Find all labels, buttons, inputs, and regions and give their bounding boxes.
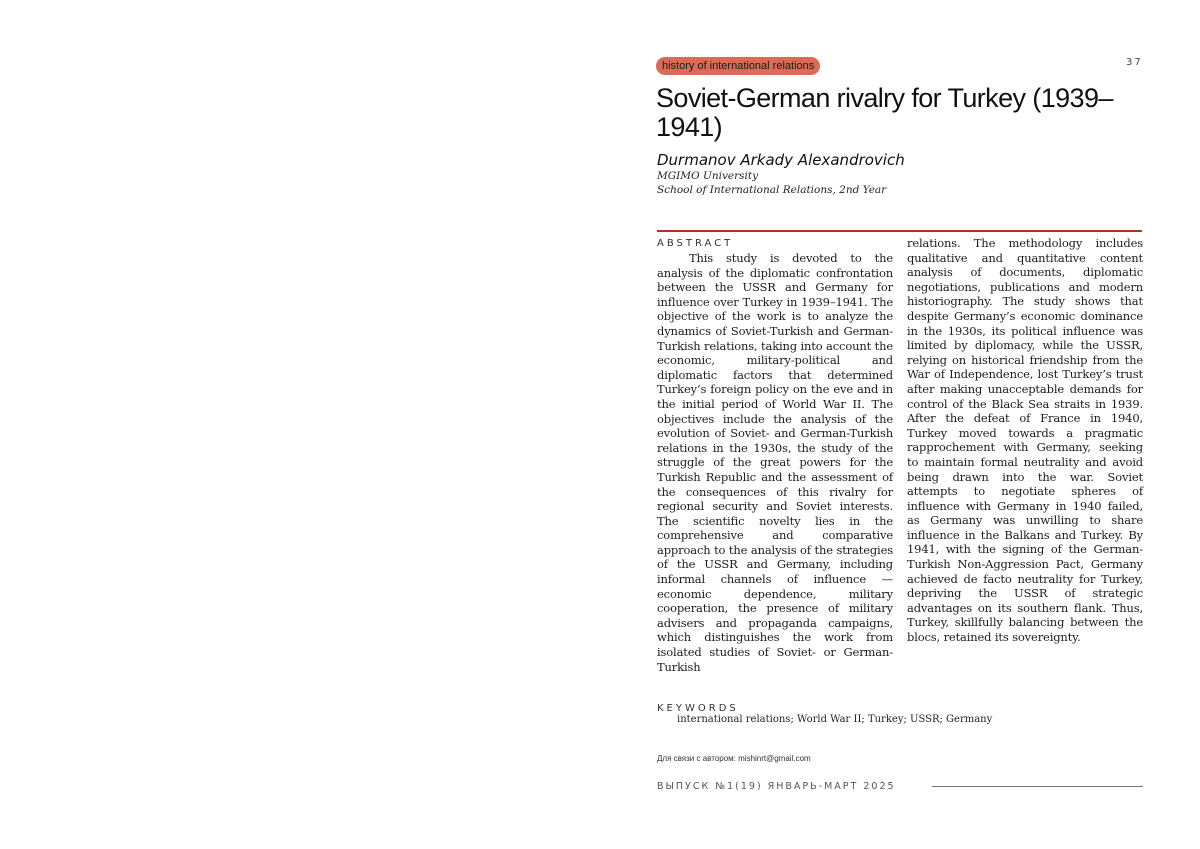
keywords-heading: KEYWORDS (657, 703, 739, 714)
keywords-text: international relations; World War II; Turkey; USSR; Germany (677, 714, 993, 725)
section-divider (657, 230, 1142, 232)
article-title: Soviet-German rivalry for Turkey (1939–1941) (656, 83, 1113, 142)
rubric-badge: history of international relations (656, 57, 820, 75)
abstract-column-right: relations. The methodology includes qualitative and quantitative content analysis of documents, diplomatic negotiations, publications and modern historiography. The study shows that despite Germany’s economic dominance in the 1930s, its political influence was limited by diplomacy, while the USSR, relying on historical friendship from the War of Independence, lost Turkey’s trust after making unacceptable demands for control of the Black Sea straits in 1939. After the defeat of France in 1940, Turkey moved towards a pragmatic rapprochement with Germany, seeking to maintain formal neutrality and avoid being drawn into the war. Soviet attempts to negotiate spheres of influence with Germany in 1940 failed, as Germany was unwilling to share influence in the Balkans and Turkey. By 1941, with the signing of the German-Turkish Non-Aggression Pact, Germany achieved de facto neutrality for Turkey, depriving the USSR of strategic advantages on its southern flank. Thus, Turkey, skillfully balancing between the blocs, retained its sovereignty. (907, 236, 1143, 645)
author-name: Durmanov Arkady Alexandrovich (657, 151, 905, 169)
issue-label: ВЫПУСК №1(19) ЯНВАРЬ-МАРТ 2025 (657, 781, 896, 792)
abstract-column-left: This study is devoted to the analysis of the diplomatic confrontation between the USSR and Germany for influence over Turkey in 1939–1941. The objective of the work is to analyze the dynamics of Soviet-Turkish and German-Turkish relations, taking into account the economic, military-political and diplomatic factors that determined Turkey’s foreign policy on the eve and in the initial period of World War II. The objectives include the analysis of the evolution of Soviet- and German-Turkish relations in the 1930s, the study of the struggle of the great powers for the Turkish Republic and the assessment of the consequences of this rivalry for regional security and Soviet interests. The scientific novelty lies in the comprehensive and comparative approach to the analysis of the strategies of the USSR and Germany, including informal channels of influence — economic dependence, military cooperation, the presence of military advisers and propaganda campaigns, which distinguishes the work from isolated studies of Soviet- or German-Turkish (657, 251, 893, 674)
author-school: School of International Relations, 2nd Year (657, 184, 887, 196)
abstract-heading: ABSTRACT (657, 238, 734, 249)
footer-rule (932, 786, 1143, 787)
page-number: 37 (1126, 57, 1143, 68)
author-affiliation: MGIMO University (657, 170, 759, 182)
author-contact: Для связи с автором: mishinrt@gmail.com (657, 754, 811, 763)
